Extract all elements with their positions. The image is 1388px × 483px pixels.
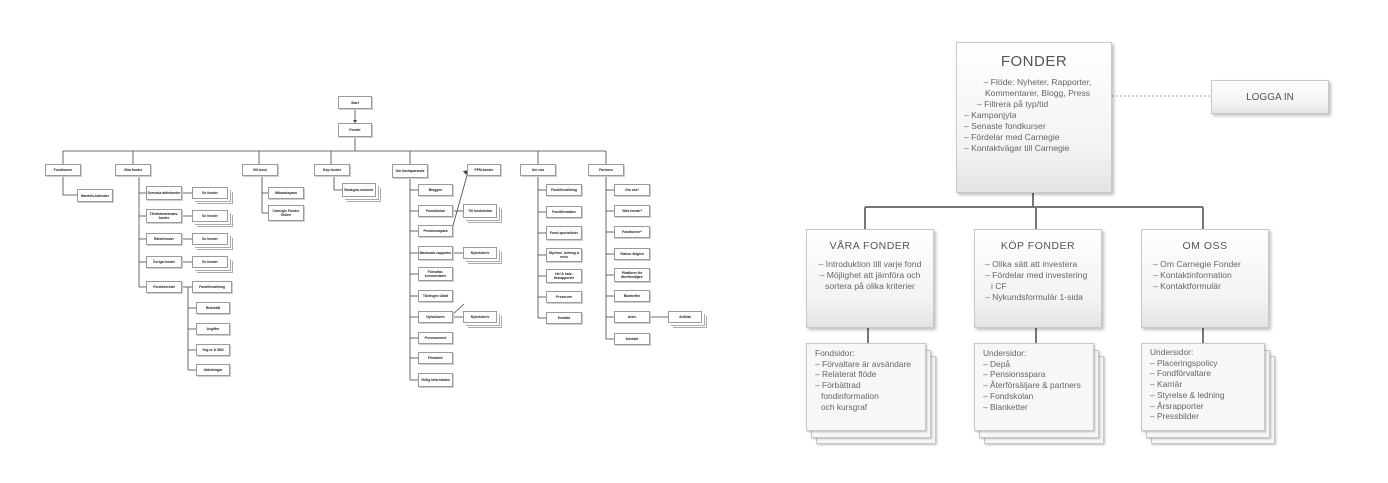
sitemap-node — [546, 291, 582, 303]
node-label: Till fondskolan — [468, 209, 492, 213]
node-label: Handels-kalender — [80, 193, 110, 198]
sitemap-node — [418, 290, 453, 302]
fonder-line: – Filtrera på typ/tid — [977, 99, 1049, 109]
sitemap-node — [196, 302, 230, 314]
node-label: Viktig information — [421, 378, 450, 382]
node-label: Bloggen — [428, 188, 443, 192]
sitemap-node — [192, 233, 228, 245]
sitemap-node — [192, 281, 232, 293]
sitemap-node — [268, 205, 304, 221]
node-label: Se fonder — [202, 191, 218, 195]
fonder-line: – Kontaktvägar till Carnegie — [964, 143, 1070, 153]
fondsidor-line: och kursgraf — [821, 401, 868, 412]
sitemap-section-om-fondsparande — [392, 164, 428, 178]
node-label: Se fonder — [202, 237, 218, 241]
node-label: Riskmått — [205, 306, 221, 310]
node-label: Artiklar — [679, 315, 691, 319]
vara-fonder-line: – Möjlighet att jämföra och — [819, 270, 921, 280]
kop-undersidor-line: – Depå — [983, 358, 1011, 369]
sitemap-node — [196, 364, 230, 376]
sitemap-section-om-oss — [520, 164, 556, 176]
fondsidor-line: – Relaterat flöde — [815, 369, 877, 380]
sitemap-node — [463, 311, 497, 323]
node-label: Fondkurser* — [622, 230, 642, 234]
node-label: Carnegie Fonder Online — [272, 209, 300, 217]
fonder-line: – Fördelar med Carnegie — [964, 132, 1060, 142]
node-label: PPM-fonder — [474, 168, 494, 172]
sitemap-section-partners — [588, 164, 624, 176]
node-label: Tillväxtmarknads-fonder — [149, 212, 179, 220]
sitemap-node — [546, 226, 582, 240]
om-oss-list — [1142, 259, 1268, 292]
sitemap-node — [463, 247, 497, 259]
node-label: Fond-specialister — [549, 231, 579, 235]
sitemap-start-label: Start — [351, 100, 359, 105]
node-label: Övriga fonder — [152, 260, 176, 264]
sitemap-node — [77, 189, 113, 202]
vara-fonder-line: – Introduktion till varje fond — [818, 259, 922, 269]
section-label: Våra fonder — [123, 168, 143, 172]
node-label: Våra fonder* — [621, 209, 643, 213]
sitemap-node — [546, 184, 582, 196]
fondsidor-title: Fondsidor: — [815, 348, 855, 358]
sitemap-node — [614, 311, 650, 323]
node-label: Nyhetsbrev — [470, 315, 490, 319]
fonder-title: FONDER — [1000, 53, 1068, 70]
section-label: Fondkurser — [53, 168, 73, 172]
kop-fonder-line: – Nykundsformulär 1-sida — [985, 292, 1083, 302]
fondsidor-line: fondinformation — [821, 390, 879, 401]
sitemap-node — [196, 323, 230, 335]
kop-fonder-line: – Olika sätt att investera — [985, 259, 1078, 269]
sitemap-node — [418, 311, 453, 323]
sitemap-section-fondkurser — [45, 164, 81, 176]
vara-fonder-title: VÅRA FONDER — [829, 240, 911, 252]
node-label: Om oss* — [625, 188, 639, 192]
node-label: Fondförvaltare — [552, 210, 576, 214]
sitemap-node — [146, 209, 182, 223]
sitemap-node — [467, 164, 501, 176]
node-label: Status rådgivn — [620, 252, 644, 256]
sitemap-node — [418, 225, 453, 237]
kop-undersidor-page — [974, 343, 1094, 431]
node-label: Fondförvaltning — [199, 285, 225, 289]
kop-fonder-title: KÖP FONDER — [1000, 240, 1076, 252]
kop-undersidor-line: – Blanketter — [983, 401, 1028, 412]
node-label: Styrelse, ledning & revis — [548, 251, 580, 259]
node-label: Hel & halv-årsrapporter — [553, 272, 575, 280]
node-label: Se fonder — [202, 260, 218, 264]
node-label: Räntefonder — [154, 237, 174, 241]
node-label: Filmarkiv — [428, 356, 443, 360]
section-label: Bli kund — [253, 168, 267, 172]
sitemap-node — [614, 248, 650, 260]
node-label: Bankgiro-nummer — [344, 188, 374, 192]
node-label: Avgifter — [206, 327, 220, 331]
node-label: Nyhetsbrev — [470, 251, 490, 255]
kop-undersidor-line: – Fondskolan — [983, 390, 1034, 401]
sitemap-node — [196, 344, 230, 356]
sitemap-node — [418, 332, 453, 344]
sitemap-node — [546, 206, 582, 218]
sitemap-node — [668, 311, 702, 323]
kop-fonder-line: – Fördelar med investering — [985, 270, 1088, 280]
om-oss-line: – Kontaktinformation — [1153, 270, 1232, 280]
vara-fonder-line: sortera på olika kriterier — [825, 281, 915, 291]
kop-undersidor-title: Undersidor: — [983, 348, 1027, 358]
om-oss-undersidor-line: – Årsrapporter — [1150, 400, 1204, 411]
node-label: Se fonder — [202, 214, 218, 218]
node-label: Svenska aktiefonder — [147, 191, 181, 195]
node-label: Kontakt — [625, 337, 639, 341]
fondsidor-line: – Förvaltare är avsändare — [815, 358, 911, 369]
fondsidor-page — [806, 343, 926, 431]
sitemap-node — [614, 290, 650, 302]
kop-undersidor-line: – Återförsäljare & partners — [983, 380, 1081, 391]
sitemap-node — [418, 184, 453, 196]
om-oss-box — [1141, 229, 1269, 328]
vara-fonder-list — [807, 259, 933, 292]
sitemap-node — [614, 205, 650, 217]
sitemap-node — [192, 210, 228, 222]
om-oss-undersidor-title: Undersidor: — [1150, 347, 1194, 357]
sitemap-node — [192, 256, 228, 268]
kop-fonder-line: i CF — [991, 281, 1007, 291]
node-label: Pressrum — [556, 295, 572, 299]
node-label: Nyhetsbrev — [426, 315, 445, 319]
sitemap-node — [546, 269, 582, 283]
node-label: Fondöversikt — [153, 285, 175, 289]
om-oss-title: OM OSS — [1182, 240, 1228, 252]
sitemap-node — [146, 256, 182, 268]
sitemap-node — [614, 268, 650, 282]
section-label: Partners — [599, 168, 613, 172]
kop-fonder-box — [974, 229, 1102, 328]
sitemap-node — [418, 205, 453, 217]
node-label: Blanketter — [623, 294, 641, 298]
om-oss-undersidor-line: – Placeringspolicy — [1150, 357, 1218, 368]
sitemap-node — [146, 186, 182, 200]
node-label: Arkiv — [627, 315, 637, 319]
sitemap-node — [546, 312, 582, 324]
sitemap-node — [192, 187, 228, 199]
node-label: Förvaltar-kommentarer — [424, 270, 447, 278]
sitemap-start — [338, 96, 372, 109]
login-label: LOGGA IN — [1246, 91, 1294, 103]
om-oss-undersidor-line: – Karriär — [1150, 379, 1183, 390]
node-label: Pensionsspara — [423, 229, 448, 233]
fondsidor-line: – Förbättrad — [815, 380, 861, 391]
sitemap-node — [614, 333, 650, 345]
login-box[interactable] — [1211, 80, 1329, 114]
fonder-list — [957, 77, 1111, 154]
sitemap-section-kop-fonder — [314, 164, 350, 176]
sitemap-section-vara-fonder — [115, 164, 151, 176]
sitemap-node — [146, 233, 182, 245]
om-oss-line: – Om Carnegie Fonder — [1153, 259, 1241, 269]
sitemap-node — [418, 246, 453, 260]
kop-undersidor-line: – Pensionsspara — [983, 369, 1046, 380]
node-label: Månadsspara — [275, 191, 297, 195]
sitemap-fonder — [338, 123, 372, 137]
sitemap-node — [268, 187, 304, 199]
sitemap-node — [614, 184, 650, 196]
om-oss-line: – Kontaktformulär — [1153, 281, 1221, 291]
om-oss-undersidor-page — [1141, 343, 1265, 431]
section-label: Köp fonder — [322, 168, 342, 172]
node-label: Plattform för återförsäljare — [621, 271, 643, 279]
fonder-main-box — [956, 42, 1112, 193]
node-label: Fondförvaltning — [551, 188, 577, 192]
fonder-line: – Kampanjyta — [964, 110, 1017, 120]
vara-fonder-box — [806, 229, 934, 328]
sitemap-node — [146, 281, 182, 293]
sitemap-node — [463, 204, 497, 218]
node-label: Fondskolan — [425, 209, 446, 213]
sitemap-node — [418, 352, 453, 364]
sitemap-node — [418, 267, 453, 281]
om-oss-undersidor-line: – Styrelse & ledning — [1150, 389, 1225, 400]
section-label: Om oss — [531, 168, 545, 172]
kop-fonder-list — [975, 259, 1101, 303]
node-label: Marknads-rapporter — [419, 251, 452, 255]
om-oss-undersidor-line: – Fondförvaltare — [1150, 368, 1211, 379]
fonder-line: Kommentarer, Blogg, Press — [984, 88, 1091, 98]
node-label: Org.nr & ISIN — [202, 348, 224, 352]
sitemap-fonder-label: Fonder — [349, 128, 361, 132]
fonder-line: – Senaste fondkurser — [964, 121, 1046, 131]
node-label: Utdelningar — [203, 368, 223, 372]
sitemap-node — [546, 248, 582, 262]
sitemap-node — [418, 373, 453, 387]
sitemap-node — [614, 226, 650, 238]
sitemap-node — [342, 183, 376, 197]
fonder-line: – Flöde: Nyheter, Rapporter, — [983, 77, 1092, 87]
sitemap-section-bli-kund — [242, 164, 278, 176]
node-label: Kontakt — [557, 316, 571, 320]
node-label: Pressrummet — [424, 336, 447, 340]
section-label: Om fondsparande — [395, 169, 425, 173]
node-label: Tävlingen Utakt — [422, 294, 449, 298]
om-oss-undersidor-line: – Pressbilder — [1150, 411, 1199, 422]
